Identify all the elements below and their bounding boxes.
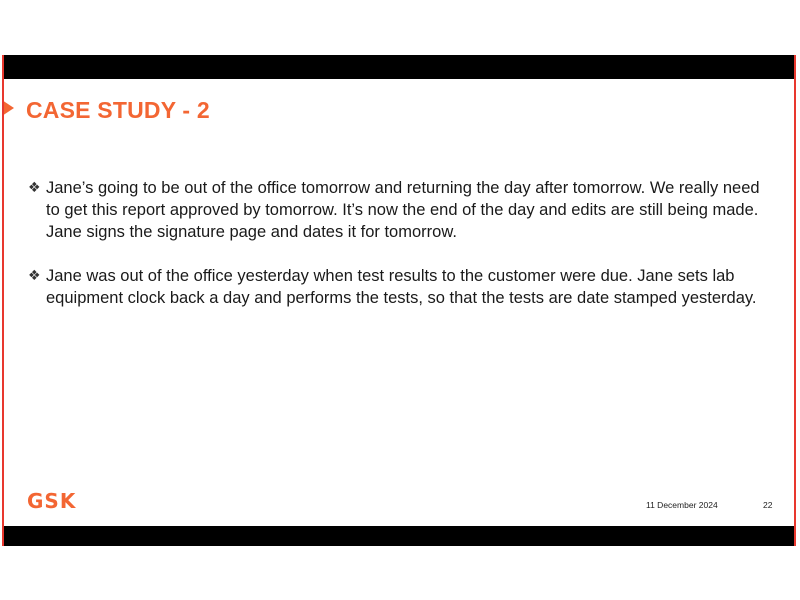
top-bar [4,55,794,79]
bullet-text-2: Jane was out of the office yesterday when test results to the customer were due. Jane sets lab equipment clock back a day and performs the tests, so that the tests are date stamped yesterday. [46,267,757,307]
bullet-item-2 [28,265,768,309]
title-marker-icon [2,100,14,116]
gsk-logo: GSK [27,489,77,513]
bullet-list [28,177,768,331]
footer-date: 11 December 2024 [646,500,718,510]
bottom-bar [4,526,794,546]
slide-title: CASE STUDY - 2 [26,97,210,123]
slide [2,55,796,546]
bullet-text-1: Jane’s going to be out of the office tomorrow and returning the day after tomorrow. We really need to get this report approved by tomorrow. It’s now the end of the day and edits are still being made. Jane signs the signature page and dates it for tomorrow. [46,179,760,241]
page-number: 22 [763,500,773,510]
diamond-bullet-icon: ❖ [28,180,41,196]
bullet-item-1 [28,177,768,243]
diamond-bullet-icon: ❖ [28,268,41,284]
